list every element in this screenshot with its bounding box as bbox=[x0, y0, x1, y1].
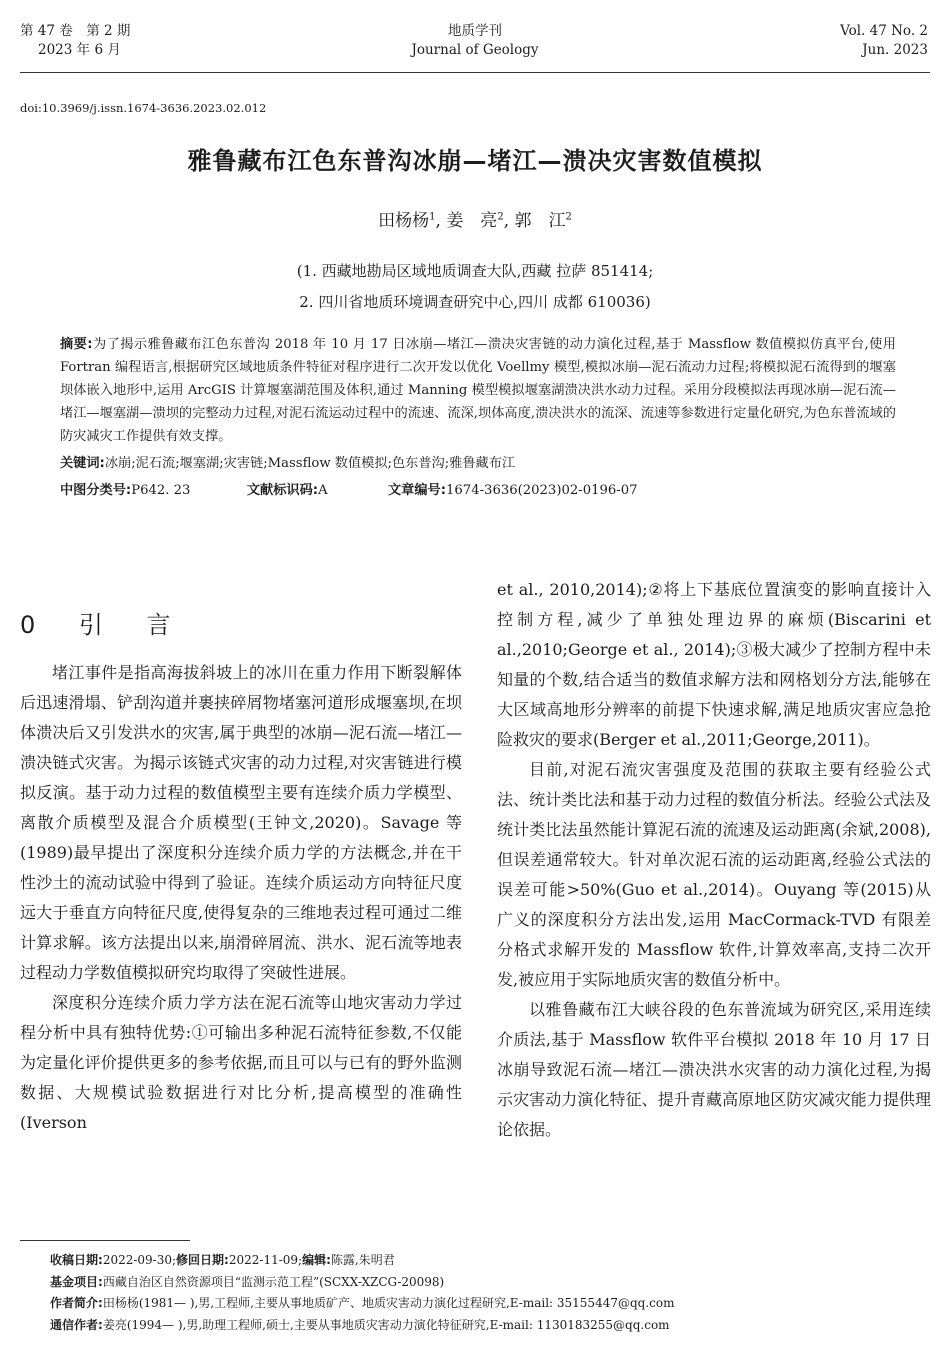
header-journal-cn: 地质学刊 bbox=[448, 23, 502, 39]
clc-label: 中图分类号: bbox=[60, 483, 132, 498]
doc-code-label: 文献标识码: bbox=[246, 483, 319, 498]
abstract-text: 为了揭示雅鲁藏布江色东普沟 2018 年 10 月 17 日冰崩—堵江—溃决灾害链的动力演化过程,基于 Massflow 数值模拟仿真平台,使用 Fortran 编程语言,根据研究区域地质条件特征对程序进行二次开发以优化 Voellmy 模型,模拟冰崩—泥石流动力过程;将模拟泥石流得到的堰塞坝体嵌入地形中,运用 ArcGIS 计算堰塞湖范围及体积,通过 Manning 模型模拟堰塞湖溃决洪水动力过程。采用分段模拟法再现冰崩—泥石流—堵江—堰塞湖—溃坝的完整动力过程,对泥石流运动过程中的流速、流深,坝体高度,溃决洪水的流深、流速等参数进行定量化研究,为色东普流域的防灾减灾工作提供有效支撑。 bbox=[60, 337, 896, 444]
classification-line bbox=[60, 479, 896, 502]
body-paragraph: 堵江事件是指高海拔斜坡上的冰川在重力作用下断裂解体后迅速滑塌、铲刮沟道并裹挟碎屑物堵塞河道形成堰塞坝,在坝体溃决后又引发洪水的灾害,属于典型的冰崩—泥石流—堵江—溃决链式灾害。为揭示该链式灾害的动力过程,对灾害链进行模拟反演。基于动力过程的数值模型主要有连续介质力学模型、离散介质模型及混合介质模型(王钟文,2020)。Savage 等(1989)最早提出了深度积分连续介质力学的方法概念,并在干性沙土的流动试验中得到了验证。连续介质运动方向特征尺度远大于垂直方向特征尺度,使得复杂的三维地表过程可通过二维计算求解。该方法提出以来,崩滑碎屑流、洪水、泥石流等地表过程动力学数值模拟研究均取得了突破性进展。 bbox=[20, 663, 462, 982]
body-paragraph: 以雅鲁藏布江大峡谷段的色东普流域为研究区,采用连续介质法,基于 Massflow 软件平台模拟 2018 年 10 月 17 日冰崩导致泥石流—堵江—溃决洪水灾害的动力演化过程,为揭示灾害动力演化特征、提升青藏高原地区防灾减灾能力提供理论依据。 bbox=[497, 1000, 931, 1139]
doi[interactable]: doi:10.3969/j.issn.1674-3636.2023.02.012 bbox=[20, 101, 267, 115]
received-label: 收稿日期: bbox=[50, 1253, 103, 1267]
footnote-divider bbox=[20, 1240, 190, 1241]
received-date: 2022-09-30; bbox=[102, 1253, 177, 1267]
header-volume-en-block bbox=[840, 22, 928, 60]
abstract-label: 摘要: bbox=[60, 337, 93, 352]
keywords-label: 关键词: bbox=[60, 456, 105, 471]
abstract-block bbox=[60, 333, 896, 502]
clc-value: P642. 23 bbox=[131, 483, 191, 498]
body-paragraph: 深度积分连续介质力学方法在泥石流等山地灾害动力学过程分析中具有独特优势:①可输出多种泥石流特征参数,不仅能为定量化评价提供更多的参考依据,而且可以与已有的野外监测数据、大规模试验数据进行对比分析,提高模型的准确性(Iverson bbox=[20, 993, 462, 1132]
author-affil-sup: 2 bbox=[497, 211, 504, 223]
header-date-en: Jun. 2023 bbox=[862, 42, 928, 58]
funding-label: 基金项目: bbox=[50, 1274, 103, 1289]
footnote-author-bio bbox=[50, 1293, 930, 1315]
affiliation-2: 2. 四川省地质环境调查研究中心,四川 成都 610036) bbox=[299, 293, 651, 311]
right-column bbox=[497, 575, 931, 1145]
funding-text: 西藏自治区自然资源项目“监测示范工程”(SCXX-XZCG-20098) bbox=[102, 1274, 445, 1289]
article-number-label: 文章编号: bbox=[388, 483, 447, 498]
article-number-value: 1674-3636(2023)02-0196-07 bbox=[446, 483, 638, 498]
author-name: 田杨杨 bbox=[378, 211, 430, 231]
header-volume-issue: 第 47 卷 第 2 期 bbox=[20, 23, 131, 39]
revised-date: 2022-11-09; bbox=[228, 1253, 303, 1267]
author-bio-label: 作者简介: bbox=[50, 1296, 103, 1310]
editor-names: 陈露,朱明君 bbox=[330, 1253, 395, 1267]
revised-label: 修回日期: bbox=[176, 1253, 229, 1267]
header-date-cn: 2023 年 6 月 bbox=[38, 42, 121, 58]
header-journal-block bbox=[0, 22, 950, 60]
keywords-text: 冰崩;泥石流;堰塞湖;灾害链;Massflow 数值模拟;色东普沟;雅鲁藏布江 bbox=[104, 456, 516, 471]
footnote-corresponding bbox=[50, 1315, 930, 1337]
header-volume-en: Vol. 47 No. 2 bbox=[840, 23, 928, 39]
left-column bbox=[20, 658, 462, 1138]
corresponding-text: 姜亮(1994— ),男,助理工程师,硕士,主要从事地质灾害动力演化特征研究,E-mail: 1130183255@qq.com bbox=[102, 1317, 670, 1332]
editor-label: 编辑: bbox=[302, 1253, 331, 1267]
abstract bbox=[60, 333, 896, 448]
doc-code-value: A bbox=[318, 483, 328, 498]
affiliation-1: (1. 西藏地勘局区域地质调查大队,西藏 拉萨 851414; bbox=[296, 262, 654, 280]
header-journal-en: Journal of Geology bbox=[411, 42, 539, 58]
body-paragraph-continuation: et al., 2010,2014);②将上下基底位置演变的影响直接计入控制方程,减少了单独处理边界的麻烦(Biscarini et al.,2010;George et al., 2014);③极大减少了控制方程中未知量的个数,结合适当的数值求解方法和网格划分方法,能够在大区域高地形分辨率的前提下快速求解,满足地质灾害应急抢险救灾的要求(Berger et al.,2011;George,2011)。 bbox=[497, 580, 931, 749]
author-name: 郭 江 bbox=[514, 211, 566, 231]
footnote-dates bbox=[50, 1250, 930, 1272]
author-bio-text: 田杨杨(1981— ),男,工程师,主要从事地质矿产、地质灾害动力演化过程研究,E-mail: 35155447@qq.com bbox=[102, 1296, 675, 1310]
footnotes bbox=[50, 1250, 930, 1336]
author-list: 田杨杨$^1$, 姜 亮$^2$, 郭 江$^2$ bbox=[378, 211, 572, 231]
section-heading: 0 引 言 bbox=[20, 611, 189, 639]
keywords bbox=[60, 452, 896, 475]
body-paragraph: 目前,对泥石流灾害强度及范围的获取主要有经验公式法、统计类比法和基于动力过程的数值分析法。经验公式法及统计类比法虽然能计算泥石流的流速及运动距离(余斌,2008),但误差通常较大。针对单次泥石流的运动距离,经验公式法的误差可能>50%(Guo et al.,2014)。Ouyang 等(2015)从广义的深度积分方法出发,运用 MacCormack-TVD 有限差分格式求解开发的 Massflow 软件,计算效率高,支持二次开发,被应用于实际地质灾害的数值分析中。 bbox=[497, 760, 931, 989]
author-affil-sup: 2 bbox=[565, 211, 572, 223]
header-divider bbox=[20, 72, 930, 73]
corresponding-label: 通信作者: bbox=[50, 1317, 103, 1332]
footnote-funding bbox=[50, 1272, 930, 1294]
author-name: 姜 亮 bbox=[446, 211, 498, 231]
author-affil-sup: 1 bbox=[429, 211, 436, 223]
paper-title: 雅鲁藏布江色东普沟冰崩—堵江—溃决灾害数值模拟 bbox=[187, 147, 763, 175]
